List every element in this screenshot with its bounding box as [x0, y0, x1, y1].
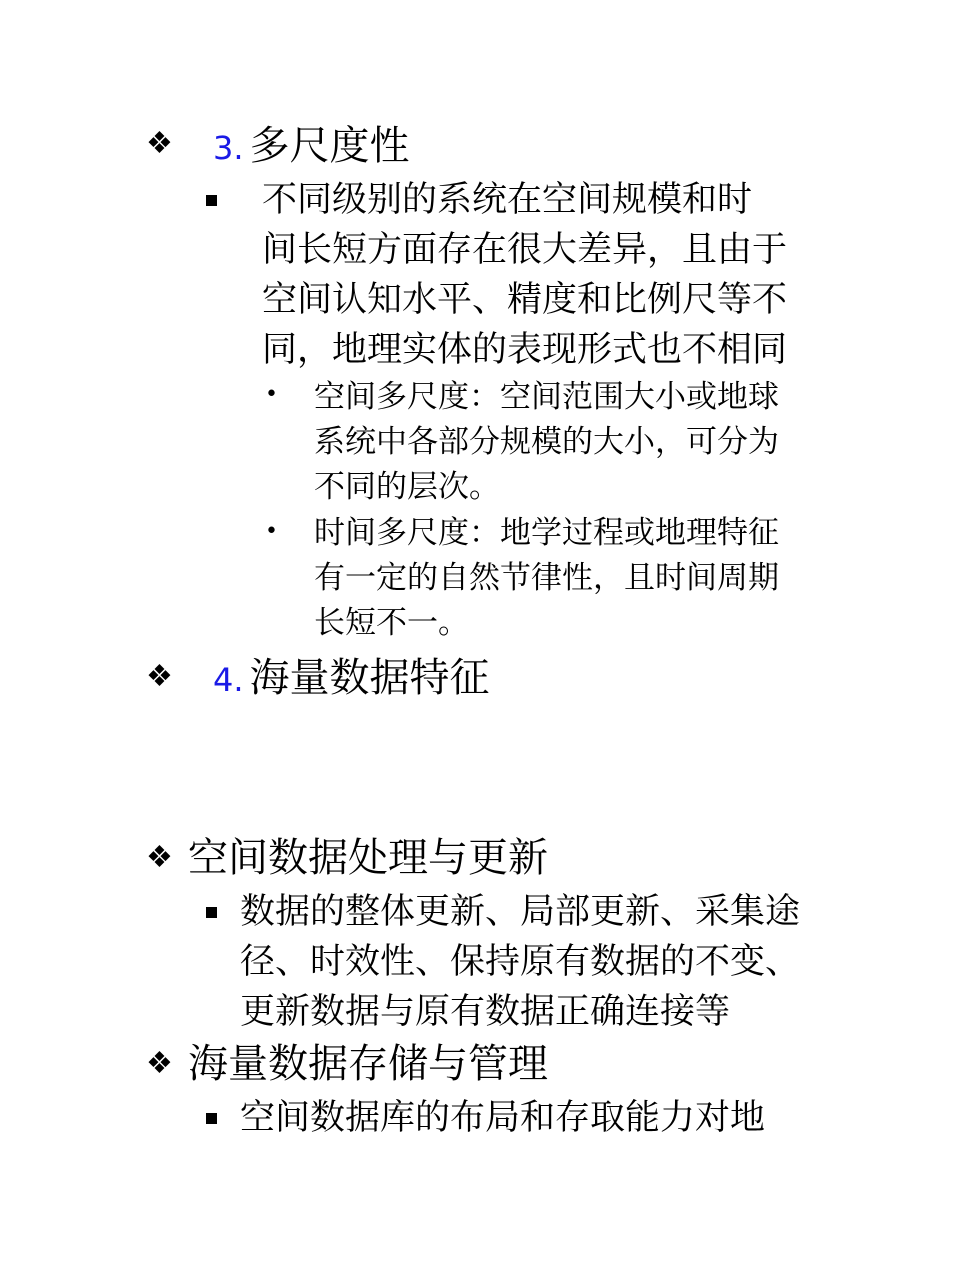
square-bullet-icon: [206, 1113, 217, 1124]
section-4-title: 海量数据特征: [249, 655, 490, 701]
section-3-number: 3.: [213, 129, 244, 167]
sub-b-line-1: 时间多尺度：地学过程或地理特征: [314, 515, 779, 551]
sub-a-line-1: 空间多尺度：空间范围大小或地球: [314, 379, 779, 415]
diamond-bullet-icon: ❖: [146, 659, 173, 694]
section-3-line-3: 空间认知水平、精度和比例尺等不: [262, 280, 788, 320]
update-heading: 空间数据处理与更新: [188, 835, 548, 881]
section-3-title: 多尺度性: [249, 123, 410, 169]
section-4-number: 4.: [213, 661, 244, 699]
diamond-bullet-icon: ❖: [146, 1046, 173, 1081]
dot-bullet-icon: •: [265, 382, 278, 407]
square-bullet-icon: [206, 195, 217, 206]
square-bullet-icon: [206, 907, 217, 918]
update-line-1: 数据的整体更新、局部更新、采集途: [240, 892, 801, 932]
sub-b-line-2: 有一定的自然节律性，且时间周期: [314, 560, 779, 596]
sub-a-line-3: 不同的层次。: [314, 469, 500, 505]
diamond-bullet-icon: ❖: [146, 840, 173, 875]
section-3-line-2: 间长短方面存在很大差异，且由于: [262, 230, 788, 270]
update-line-3: 更新数据与原有数据正确连接等: [240, 992, 731, 1032]
storage-heading: 海量数据存储与管理: [188, 1041, 548, 1087]
sub-b-line-3: 长短不一。: [314, 605, 469, 641]
section-4-heading: [213, 655, 490, 701]
dot-bullet-icon: •: [265, 519, 278, 544]
section-3-line-4: 同，地理实体的表现形式也不相同: [262, 330, 788, 370]
storage-line-1: 空间数据库的布局和存取能力对地: [240, 1098, 766, 1138]
section-3-line-1: 不同级别的系统在空间规模和时: [262, 180, 753, 220]
sub-a-line-2: 系统中各部分规模的大小，可分为: [314, 424, 779, 460]
update-line-2: 径、时效性、保持原有数据的不变、: [240, 942, 801, 982]
section-3-heading: [213, 123, 410, 169]
diamond-bullet-icon: ❖: [146, 126, 173, 161]
